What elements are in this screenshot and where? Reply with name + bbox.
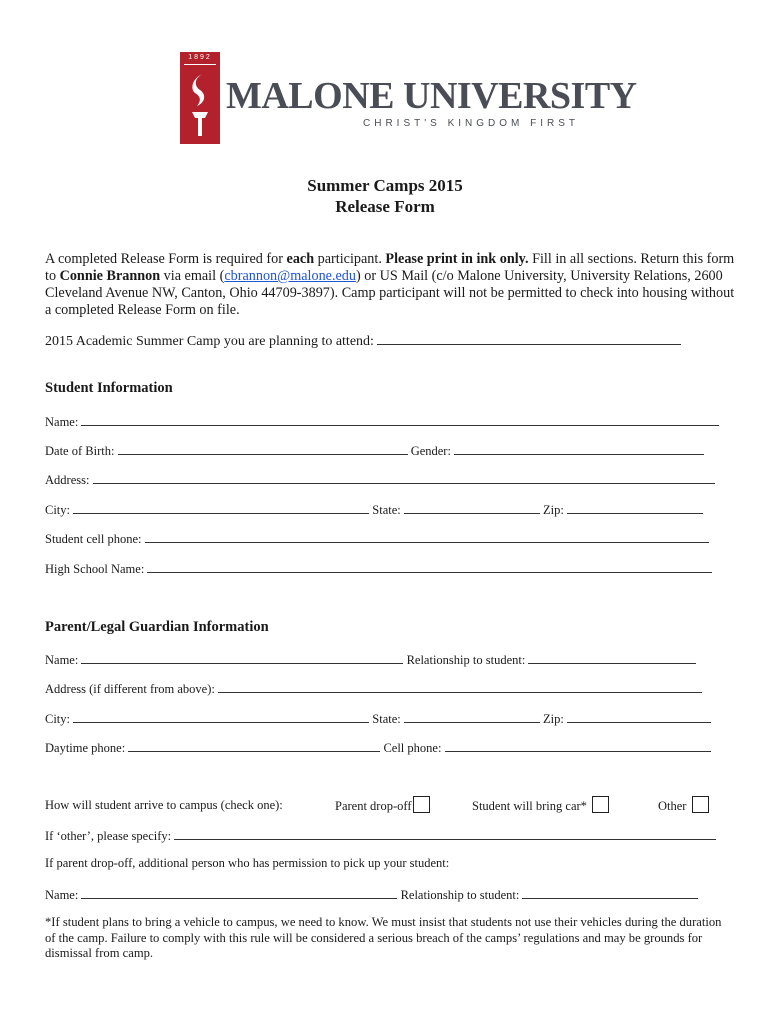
logo-divider [184,64,216,65]
student-address-field [45,471,715,488]
parent-relationship-input[interactable] [528,651,696,664]
student-school-label: High School Name: [45,562,145,576]
logo-tagline: CHRIST'S KINGDOM FIRST [363,118,580,129]
parent-state-input[interactable] [404,710,540,723]
parent-phone-field [45,739,711,756]
camp-label: 2015 Academic Summer Camp you are planning to attend: [45,334,374,349]
parent-city-input[interactable] [73,710,369,723]
camp-input[interactable] [377,332,681,345]
intro-text: A completed Release Form is required for [45,251,287,267]
intro-text: via email ( [160,268,225,284]
student-dob-field [45,442,704,459]
intro-paragraph [45,251,735,319]
student-cell-input[interactable] [145,530,709,543]
student-city-field [45,501,703,518]
student-state-input[interactable] [404,501,540,514]
parent-address-label: Address (if different from above): [45,682,215,696]
student-city-input[interactable] [73,501,369,514]
student-dob-input[interactable] [118,442,408,455]
parent-relationship-label: Relationship to student: [406,653,526,667]
pickup-name-label: Name: [45,888,79,902]
logo-emblem [180,52,220,144]
student-school-field [45,560,712,577]
parent-zip-label: Zip: [542,712,564,726]
pickup-relationship-input[interactable] [522,886,698,899]
intro-emphasis-ink: Please print in ink only. [385,251,529,267]
vehicle-footnote: *If student plans to bring a vehicle to campus, we need to know. We must insist that students not use their vehicles during the duration of the camp. Failure to comply with this rule will be considered a serious breach of the camps’ regulations and may be grounds for dismissal from camp. [45,915,722,960]
parent-name-input[interactable] [81,651,403,664]
dropoff-checkbox[interactable] [413,796,430,813]
student-name-field [45,413,719,430]
parent-state-label: State: [372,712,401,726]
logo-wordmark: MALONE UNIVERSITY [226,75,637,117]
university-logo [180,52,637,144]
other-checkbox[interactable] [692,796,709,813]
intro-text: participant. [314,251,386,267]
student-address-label: Address: [45,473,90,487]
parent-city-label: City: [45,712,71,726]
student-city-label: City: [45,503,71,517]
student-zip-label: Zip: [542,503,564,517]
other-specify-label: If ‘other’, please specify: [45,829,172,843]
contact-name: Connie Brannon [59,268,161,284]
torch-icon [188,70,212,140]
form-title: Summer Camps 2015 [307,176,463,195]
dropoff-label: Parent drop-off [335,799,412,813]
car-label: Student will bring car* [472,799,587,813]
pickup-relationship-label: Relationship to student: [400,888,520,902]
parent-zip-input[interactable] [567,710,711,723]
student-zip-input[interactable] [567,501,703,514]
student-name-label: Name: [45,415,79,429]
parent-heading: Parent/Legal Guardian Information [45,619,269,635]
parent-name-field [45,651,696,668]
arrival-question: How will student arrive to campus (check one): [45,798,283,812]
intro-emphasis-each: each [286,251,315,267]
parent-address-field [45,680,702,697]
student-gender-input[interactable] [454,442,704,455]
student-state-label: State: [372,503,401,517]
other-label: Other [658,799,687,813]
student-school-input[interactable] [147,560,712,573]
parent-day-phone-input[interactable] [128,739,380,752]
student-dob-label: Date of Birth: [45,444,115,458]
student-heading: Student Information [45,380,173,396]
other-specify-input[interactable] [174,827,716,840]
other-specify-field [45,827,716,844]
dropoff-option [335,796,430,814]
student-cell-field [45,530,709,547]
pickup-note: If parent drop-off, additional person who has permission to pick up your student: [45,856,450,870]
logo-year: 1892 [188,54,212,61]
email-link[interactable]: cbrannon@malone.edu [224,268,356,284]
student-gender-label: Gender: [410,444,451,458]
pickup-name-field [45,886,698,903]
camp-field [45,332,681,350]
student-address-input[interactable] [93,471,715,484]
parent-cell-phone-label: Cell phone: [383,741,442,755]
form-subtitle: Release Form [335,197,435,216]
car-option [472,796,609,814]
parent-name-label: Name: [45,653,79,667]
parent-address-input[interactable] [218,680,702,693]
parent-cell-phone-input[interactable] [445,739,711,752]
parent-day-phone-label: Daytime phone: [45,741,126,755]
student-cell-label: Student cell phone: [45,532,142,546]
pickup-name-input[interactable] [81,886,397,899]
student-name-input[interactable] [81,413,719,426]
intro-text: ) or US Mail (c/o Malone University, University Relations, 2600 Cleveland Avenue NW, Canton, Ohio 44709-3897). Camp participant will not be permitted to check into housing without a completed Release Form on file. [45,268,735,318]
intro-text: Fill in all sections. Return this form to [45,251,735,284]
car-checkbox[interactable] [592,796,609,813]
other-option [658,796,709,814]
parent-city-field [45,710,711,727]
